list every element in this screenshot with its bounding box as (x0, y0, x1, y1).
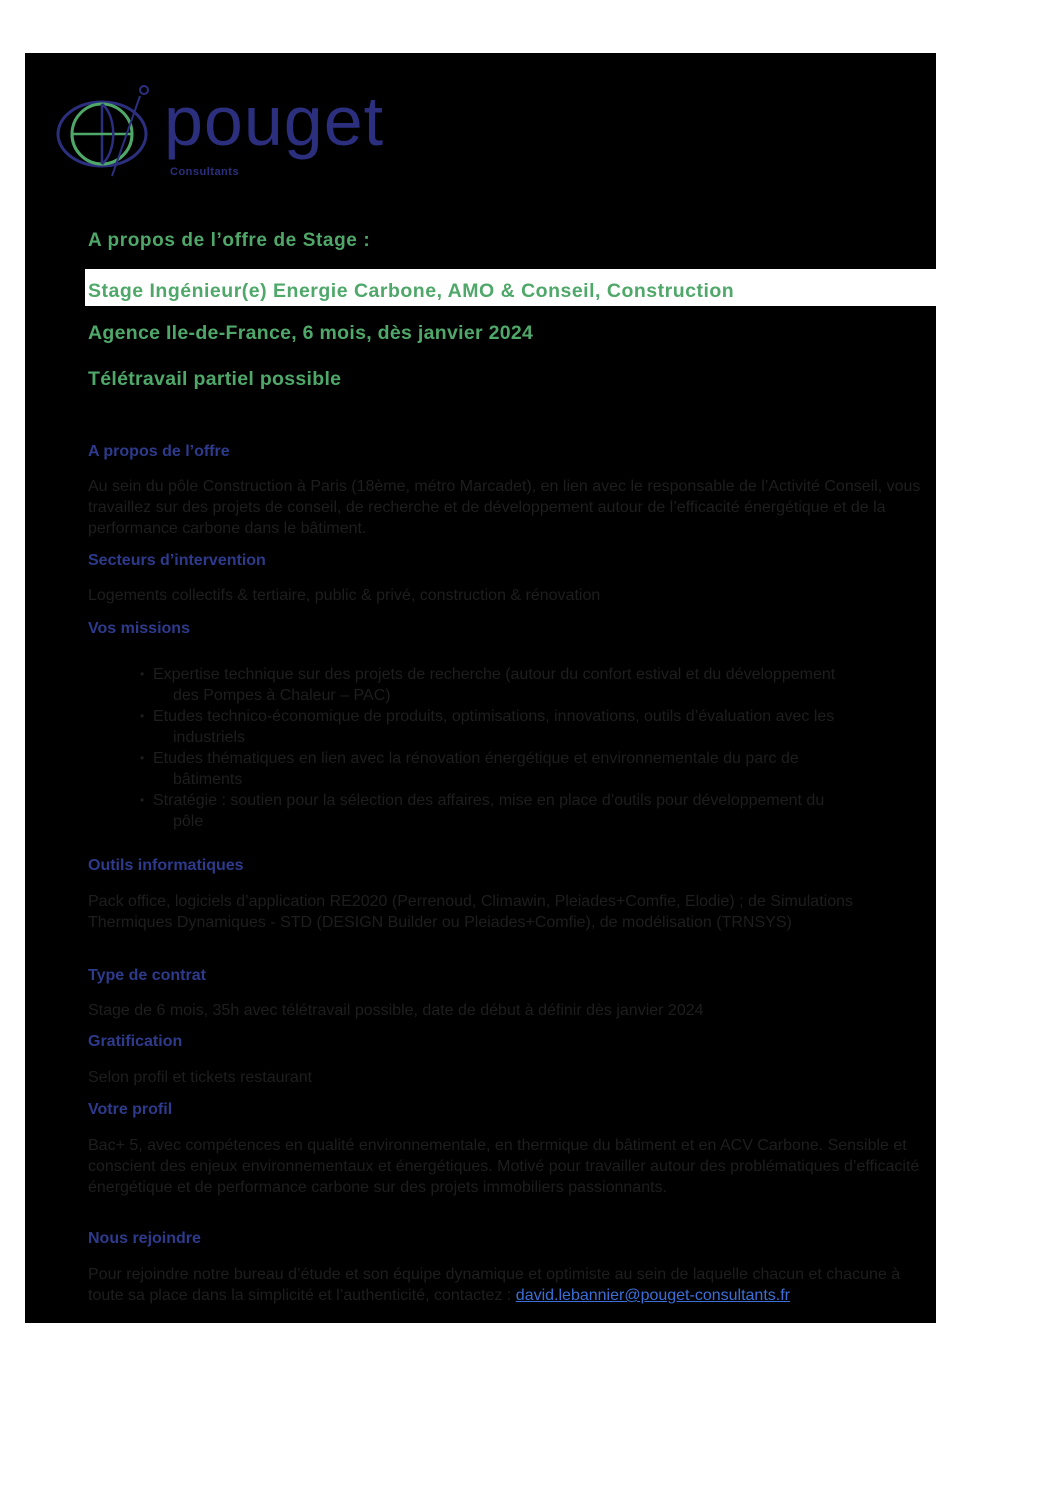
missions-list (140, 664, 930, 832)
pouget-logo (52, 76, 385, 194)
agency-line: Agence Ile-de-France, 6 mois, dès janvier 2024 (88, 322, 534, 344)
mission-line-1: Expertise technique sur des projets de recherche (autour du confort estival et du développement (153, 666, 836, 683)
rejoindre-text: Pour rejoindre notre bureau d’étude et son équipe dynamique et optimiste au sein de laquelle chacun et chacune à toute sa place dans la simplicité et l’authenticité, contactez : (88, 1266, 901, 1304)
section-title-secteurs: Secteurs d’intervention (88, 552, 266, 569)
list-item (140, 706, 930, 748)
bullet-icon: • (140, 751, 145, 765)
mission-line-2: pôle (173, 813, 204, 830)
mission-line-2: des Pompes à Chaleur – PAC) (173, 687, 391, 704)
globe-icon (52, 76, 170, 194)
offer-heading: A propos de l’offre de Stage : (88, 230, 371, 251)
section-title-apropos: A propos de l’offre (88, 443, 230, 460)
section-text-outils: Pack office, logiciels d’application RE2020 (Perrenoud, Climawin, Pleiades+Comfie, Elodie) ; de Simulations Thermiques Dynamiques - STD (DESIGN Builder ou Pleiades+Comfie), de modélisation (TRNSYS) (88, 893, 853, 931)
section-title-missions: Vos missions (88, 620, 190, 637)
logo-subtitle: Consultants (170, 166, 240, 178)
mission-line-2: bâtiments (173, 771, 243, 788)
bullet-icon: • (140, 709, 145, 723)
contact-email-link[interactable]: david.lebannier@pouget-consultants.fr (515, 1287, 790, 1304)
mission-line-1: Stratégie : soutien pour la sélection des affaires, mise en place d’outils pour développement du (153, 792, 825, 809)
section-title-rejoindre: Nous rejoindre (88, 1230, 201, 1247)
section-text-rejoindre (88, 1264, 928, 1306)
mission-line-1: Etudes technico-économique de produits, optimisations, innovations, outils d’évaluation avec les (153, 708, 835, 725)
section-text-secteurs: Logements collectifs & tertiaire, public & privé, construction & rénovation (88, 587, 601, 604)
section-title-outils: Outils informatiques (88, 857, 244, 874)
section-title-contrat: Type de contrat (88, 967, 206, 984)
list-item (140, 790, 930, 832)
logo-wordmark: pouget (164, 82, 385, 160)
bullet-icon: • (140, 667, 145, 681)
section-title-profil: Votre profil (88, 1101, 173, 1118)
section-text-gratification: Selon profil et tickets restaurant (88, 1069, 313, 1086)
list-item (140, 664, 930, 706)
section-text-profil: Bac+ 5, avec compétences en qualité environnementale, en thermique du bâtiment et en ACV Carbone. Sensible et conscient des enjeux environnementaux et énergétiques. Motivé pour travailler autour des problématiques d’efficacité énergétique et de performance carbone sur des projets immobiliers passionnants. (88, 1137, 920, 1196)
mission-line-1: Etudes thématiques en lien avec la rénovation énergétique et environnementale du parc de (153, 750, 799, 767)
remote-work-line: Télétravail partiel possible (88, 368, 342, 390)
section-title-gratification: Gratification (88, 1033, 183, 1050)
bullet-icon: • (140, 793, 145, 807)
section-text-contrat: Stage de 6 mois, 35h avec télétravail possible, date de début à définir dès janvier 2024 (88, 1002, 704, 1019)
mission-line-2: industriels (173, 729, 246, 746)
section-text-apropos: Au sein du pôle Construction à Paris (18ème, métro Marcadet), en lien avec le responsable de l’Activité Conseil, vous travaillez sur des projets de conseil, de recherche et de développement autour de l’efficacité énergétique et de la performance carbone dans le bâtiment. (88, 478, 921, 537)
list-item (140, 748, 930, 790)
internship-title: Stage Ingénieur(e) Energie Carbone, AMO & Conseil, Construction (88, 280, 735, 302)
